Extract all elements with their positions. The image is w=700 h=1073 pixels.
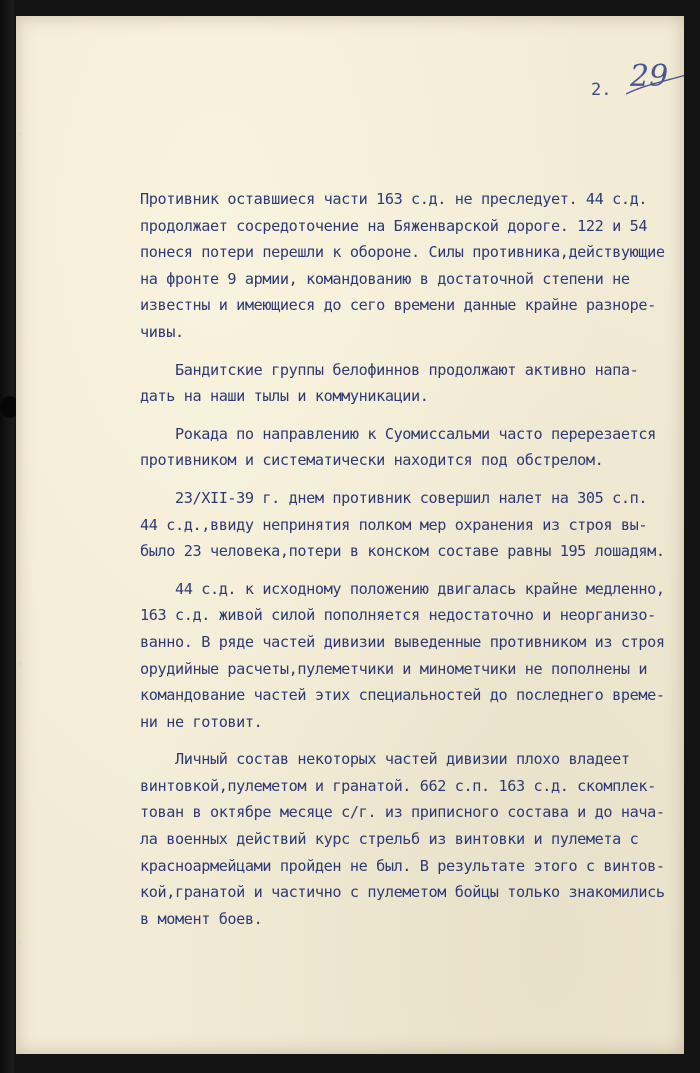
text-line: 23/XII-39 г. днем противник совершил налет на 305 с.п. <box>140 488 648 507</box>
text-line: Личный состав некоторых частей дивизии плохо владеет <box>140 750 630 769</box>
document-page <box>16 16 684 1054</box>
paragraph <box>140 746 684 932</box>
paragraph <box>140 357 684 410</box>
paragraph <box>140 576 684 736</box>
edge-mark: ✦ <box>16 938 24 948</box>
text-line: 44 с.д.,ввиду непринятия полком мер охранения из строя вы- <box>140 515 648 534</box>
text-line: понеся потери перешли к обороне. Силы противника,действующие <box>140 243 665 262</box>
text-line: в момент боев. <box>140 909 263 928</box>
text-line: Бандитские группы белофиннов продолжают активно напа- <box>140 360 639 379</box>
folio-number-text: 29 <box>630 59 669 94</box>
paragraph <box>140 485 684 565</box>
paragraph-gap <box>140 565 684 576</box>
text-line: ни не готовит. <box>140 712 263 731</box>
text-line: тован в октябре месяце с/г. из приписного состава и до нача- <box>140 803 665 822</box>
text-line: командование частей этих специальностей до последнего време- <box>140 686 665 705</box>
paragraph <box>140 421 684 474</box>
text-line: противником и систематически находится под обстрелом. <box>140 451 604 470</box>
text-line: Противник оставшиеся части 163 с.д. не преследует. 44 с.д. <box>140 190 648 208</box>
scan-border <box>0 0 14 1073</box>
paragraph-gap <box>140 474 684 485</box>
text-line: винтовкой,пулеметом и гранатой. 662 с.п. 163 с.д. скомплек- <box>140 776 656 795</box>
text-line: 163 с.д. живой силой пополняется недостаточно и неорганизо- <box>140 606 656 625</box>
document-body <box>140 186 684 932</box>
paragraph <box>140 186 684 346</box>
text-line: дать на наши тылы и коммуникации. <box>140 387 429 406</box>
text-line: Рокада по направлению к Суомиссальми часто перерезается <box>140 424 656 443</box>
paragraph-gap <box>140 346 684 357</box>
edge-mark: ✦ <box>16 660 24 670</box>
text-line: красноармейцами пройден не был. В результате этого с винтов- <box>140 856 665 875</box>
text-line: было 23 человека,потери в конском составе равны 195 лошадям. <box>140 542 665 561</box>
paragraph-gap <box>140 410 684 421</box>
edge-mark: ✦ <box>16 130 24 140</box>
text-line: продолжает сосредоточение на Бяженварской дороге. 122 и 54 <box>140 216 648 235</box>
page-number: 2. <box>591 80 612 100</box>
text-line: чивы. <box>140 322 184 341</box>
text-line: орудийные расчеты,пулеметчики и минометчики не пополнены и <box>140 659 648 678</box>
text-line: ванно. В ряде частей дивизии выведенные противником из строя <box>140 632 665 651</box>
text-line: 44 с.д. к исходному положению двигалась крайне медленно, <box>140 579 665 598</box>
text-line: кой,гранатой и частично с пулеметом бойцы только знакомились <box>140 883 665 902</box>
text-line: ла военных действий курс стрельб из винтовки и пулемета с <box>140 830 639 849</box>
text-line: известны и имеющиеся до сего времени данные крайне разноре- <box>140 296 656 315</box>
folio-number-handwritten <box>626 54 684 98</box>
text-line: на фронте 9 армии, командованию в достаточной степени не <box>140 269 630 288</box>
paragraph-gap <box>140 735 684 746</box>
